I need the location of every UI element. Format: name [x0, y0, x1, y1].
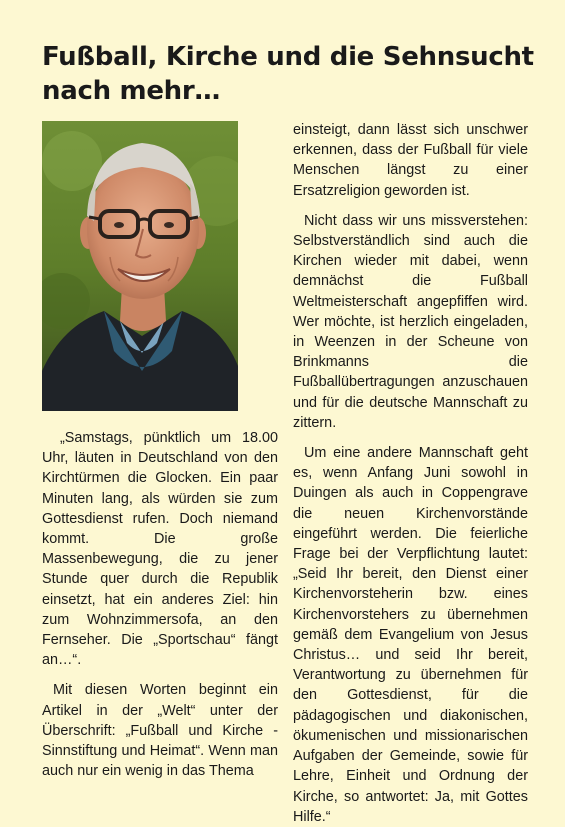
article-title: Fußball, Kirche und die Sehnsucht nach mehr…	[42, 42, 534, 106]
portrait-photo	[42, 121, 238, 411]
paragraph-quote: „Samstags, pünktlich um 18.00 Uhr, läuten in Deutschland von den Kirchtürmen die Glocken. Ein paar Minuten lang, als würden sie zum Gottesdienst rufen. Doch niemand kommt. Die große Massenbewegung, die zu jener Stunde quer durch die Republik einsetzt, hat ein anderes Ziel: hin zum Wohnzimmersofa, an den Fernseher. Die „Sportschau“ fängt an…“.	[42, 430, 278, 669]
portrait-photo-icon	[42, 121, 238, 411]
paragraph-world-cup: Nicht dass wir uns missverstehen: Selbstverständlich sind auch die Kirchen wieder mit dabei, wenn demnächst die Fußball Weltmeisterschaft angepfiffen wird. Wer möchte, ist herzlich eingeladen, in Weenzen in der Scheune von Brinkmanns die Fußballübertragungen anzuschauen und für die deutsche Mannschaft zu zittern.	[293, 212, 528, 431]
right-text-column	[293, 120, 528, 827]
paragraph-continuation: einsteigt, dann lässt sich unschwer erkennen, dass der Fußball für viele Menschen längst zu einer Ersatzreligion geworden ist.	[293, 122, 528, 199]
paragraph-church-board: Um eine andere Mannschaft geht es, wenn Anfang Juni sowohl in Duingen als auch in Coppengrave die neuen Kirchenvorstände eingeführt werden. Die feierliche Frage bei der Verpflichtung lautet: „Seid Ihr bereit, den Dienst einer Kirchenvorsteherin bzw. eines Kirchenvorstehers zu übernehmen gemäß dem Evangelium von Jesus Christus… und seid Ihr bereit, Verantwortung zu übernehmen für den Gottesdienst, für die pädagogischen und diakonischen, ökumenischen und missionarischen Aufgaben der Gemeinde, sowie für Lehre, Einheit und Ordnung der Kirche, so antwortet: Ja, mit Gottes Hilfe.“	[293, 445, 528, 825]
left-text-column	[42, 428, 278, 781]
paragraph-intro: Mit diesen Worten beginnt ein Artikel in der „Welt“ unter der Überschrift: „Fußball und Kirche - Sinnstiftung und Heimat“. Wenn man auch nur ein wenig in das Thema	[42, 682, 278, 780]
